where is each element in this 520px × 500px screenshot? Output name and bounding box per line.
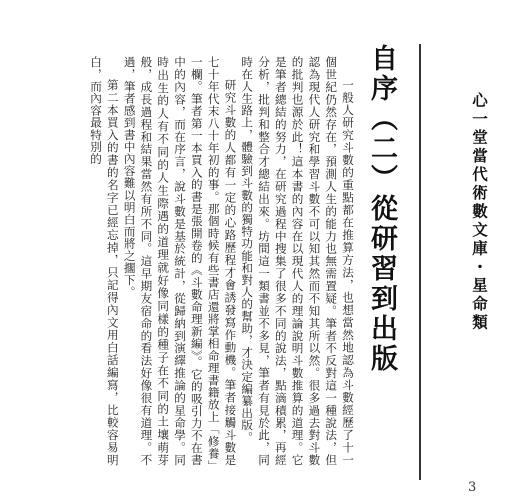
vertical-divider [419,44,421,480]
chapter-title: 自序（二）從研習到出版 [366,44,397,374]
paragraph-3: 第二本買入的書的名字已經忘掉，只記得內文用白話編寫，比較容易明白，而內容最特別的 [89,56,120,466]
paragraph-1: 一般人研究斗數的重點都在推算方法，也想當然地認為斗數經歷了十一個世紀仍然存在，預測人生的能力也無需置疑。筆者不反對這一種說法，但認為現代人研究和學習斗數不可以知其然而不知其所以然。很多過去對斗數的批判也源於此！這本書的內容在以現代人的理論說明斗數推算的道理。它是筆者總結的努力，在研究過程中搜集了很多不同的說法，點滴積累，再經分析，批判和整合才總結出來。坊間這一類書並不多見，筆者有見於此，同時在人生路上，體驗到斗數的獨特功能和對人的幫助，才決定編纂出版。 [240,56,355,466]
page-number: 3 [468,480,477,495]
paragraph-2: 研究斗數的人都有一定的心路歷程才會誘發寫作動機。筆者接觸斗數是七十年代末八十年初的事。那個時候有些書店還將掌相命理書籍放上「修養」一欄。筆者第一本買入的書是張開卷的《斗數命理新編》。它的吸引力不在書中的內容，而在序言，說斗數是基於統計，從歸納到演繹推論的星命學。同時出生的人有不同的人生際遇的道理就好像同樣的種子在不同的土壤萌芽般，成長過程和結果當然有所不同。這早期友宿命的看法好像很有道理。不過，筆者感到書中內容難以明白而將之擱下。 [122,56,238,466]
series-title: 心一堂當代術數文庫・星命類 [470,92,489,333]
body-text [89,56,356,466]
